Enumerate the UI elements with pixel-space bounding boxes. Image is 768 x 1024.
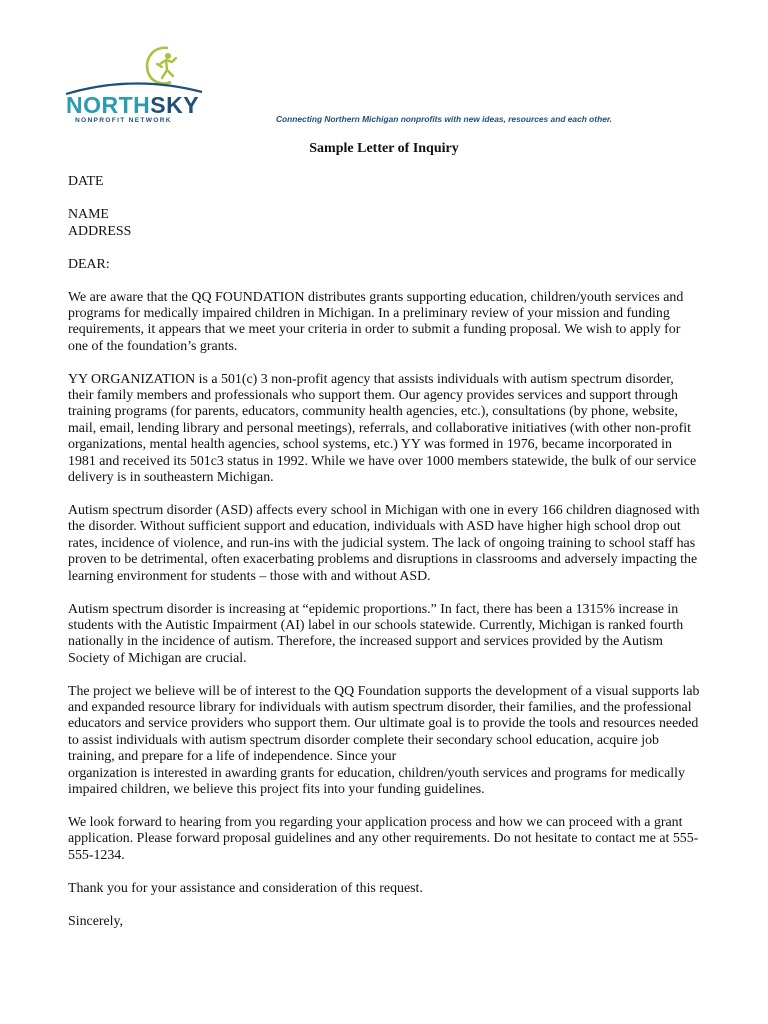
paragraph-intro: We are aware that the QQ FOUNDATION distributes grants supporting education, children/youth services and programs for medically impaired children in Michigan. In a preliminary review of your mission and funding requirements, it appears that we meet your criteria in order to submit a funding proposal. We wish to apply for one of the foundation’s grants. xyxy=(68,289,684,354)
logo-wordmark xyxy=(66,92,199,118)
paragraph-asd-impact: Autism spectrum disorder (ASD) affects every school in Michigan with one in every 166 children diagnosed with the disorder. Without sufficient support and education, individuals with ASD have higher high school drop out rates, incidence of violence, and run-ins with the judicial system. The lack of ongoing training to school staff has proven to be detrimental, often exacerbating problems and disruptions in classrooms and adversely impacting the learning environment for students – those with and without ASD. xyxy=(68,503,700,584)
header-tagline: Connecting Northern Michigan nonprofits with new ideas, resources and each other. xyxy=(276,114,612,124)
paragraph-project-part1: The project we believe will be of interest to the QQ Foundation supports the development of a visual supports lab and expanded resource library for individuals with autism spectrum disorder, their families, and the professional educators and service providers who support them. Our ultimate goal is to provide the tools and resources needed to assist individuals with autism spectrum disorder complete their secondary school education, acquire job training, and prepare for a life of independence. Since your xyxy=(68,683,700,765)
logo-subtitle: NONPROFIT NETWORK xyxy=(75,117,172,124)
name-line: NAME xyxy=(68,207,109,223)
logo-wordmark-north: NORTH xyxy=(66,92,151,118)
paragraph-organization: YY ORGANIZATION is a 501(c) 3 non-profit agency that assists individuals with autism spectrum disorder, their family members and professionals who support them. Our agency provides services and support through training programs (for parents, educators, community health agencies, etc.), consultations (by phone, website, mail, email, lending library and personal meetings), referrals, and collaborative initiatives (with other non-profit organizations, mental health agencies, school systems, etc.) YY was formed in 1976, became incorporated in 1981 and received its 501c3 status in 1992. While we have over 1000 members statewide, the bulk of our service delivery is in southeastern Michigan. xyxy=(68,371,697,486)
logo-wordmark-sky: SKY xyxy=(150,92,200,118)
letter-body xyxy=(68,141,700,947)
address-line: ADDRESS xyxy=(68,223,132,239)
northsky-logo xyxy=(64,42,204,128)
paragraph-epidemic: Autism spectrum disorder is increasing at “epidemic proportions.” In fact, there has been a 1315% increase in students with the Autistic Impairment (AI) label in our schools statewide. Currently, Michigan is ranked fourth nationally in the incidence of autism. Therefore, the increased support and services provided by the Autism Society of Michigan are crucial. xyxy=(68,601,684,666)
closing: Sincerely, xyxy=(68,913,124,929)
salutation: DEAR: xyxy=(68,256,110,272)
paragraph-project-part2: organization is interested in awarding grants for education, children/youth services and programs for medically impaired children, we believe this project fits into your funding guidelines. xyxy=(68,765,685,798)
paragraph-thanks: Thank you for your assistance and consideration of this request. xyxy=(68,880,423,896)
paragraph-contact: We look forward to hearing from you regarding your application process and how we can proceed with a grant application. Please forward proposal guidelines and any other requirements. Do not hesitate to contact me at 555-555-1234. xyxy=(68,815,699,863)
letter-title: Sample Letter of Inquiry xyxy=(309,141,459,156)
date-line: DATE xyxy=(68,174,104,190)
